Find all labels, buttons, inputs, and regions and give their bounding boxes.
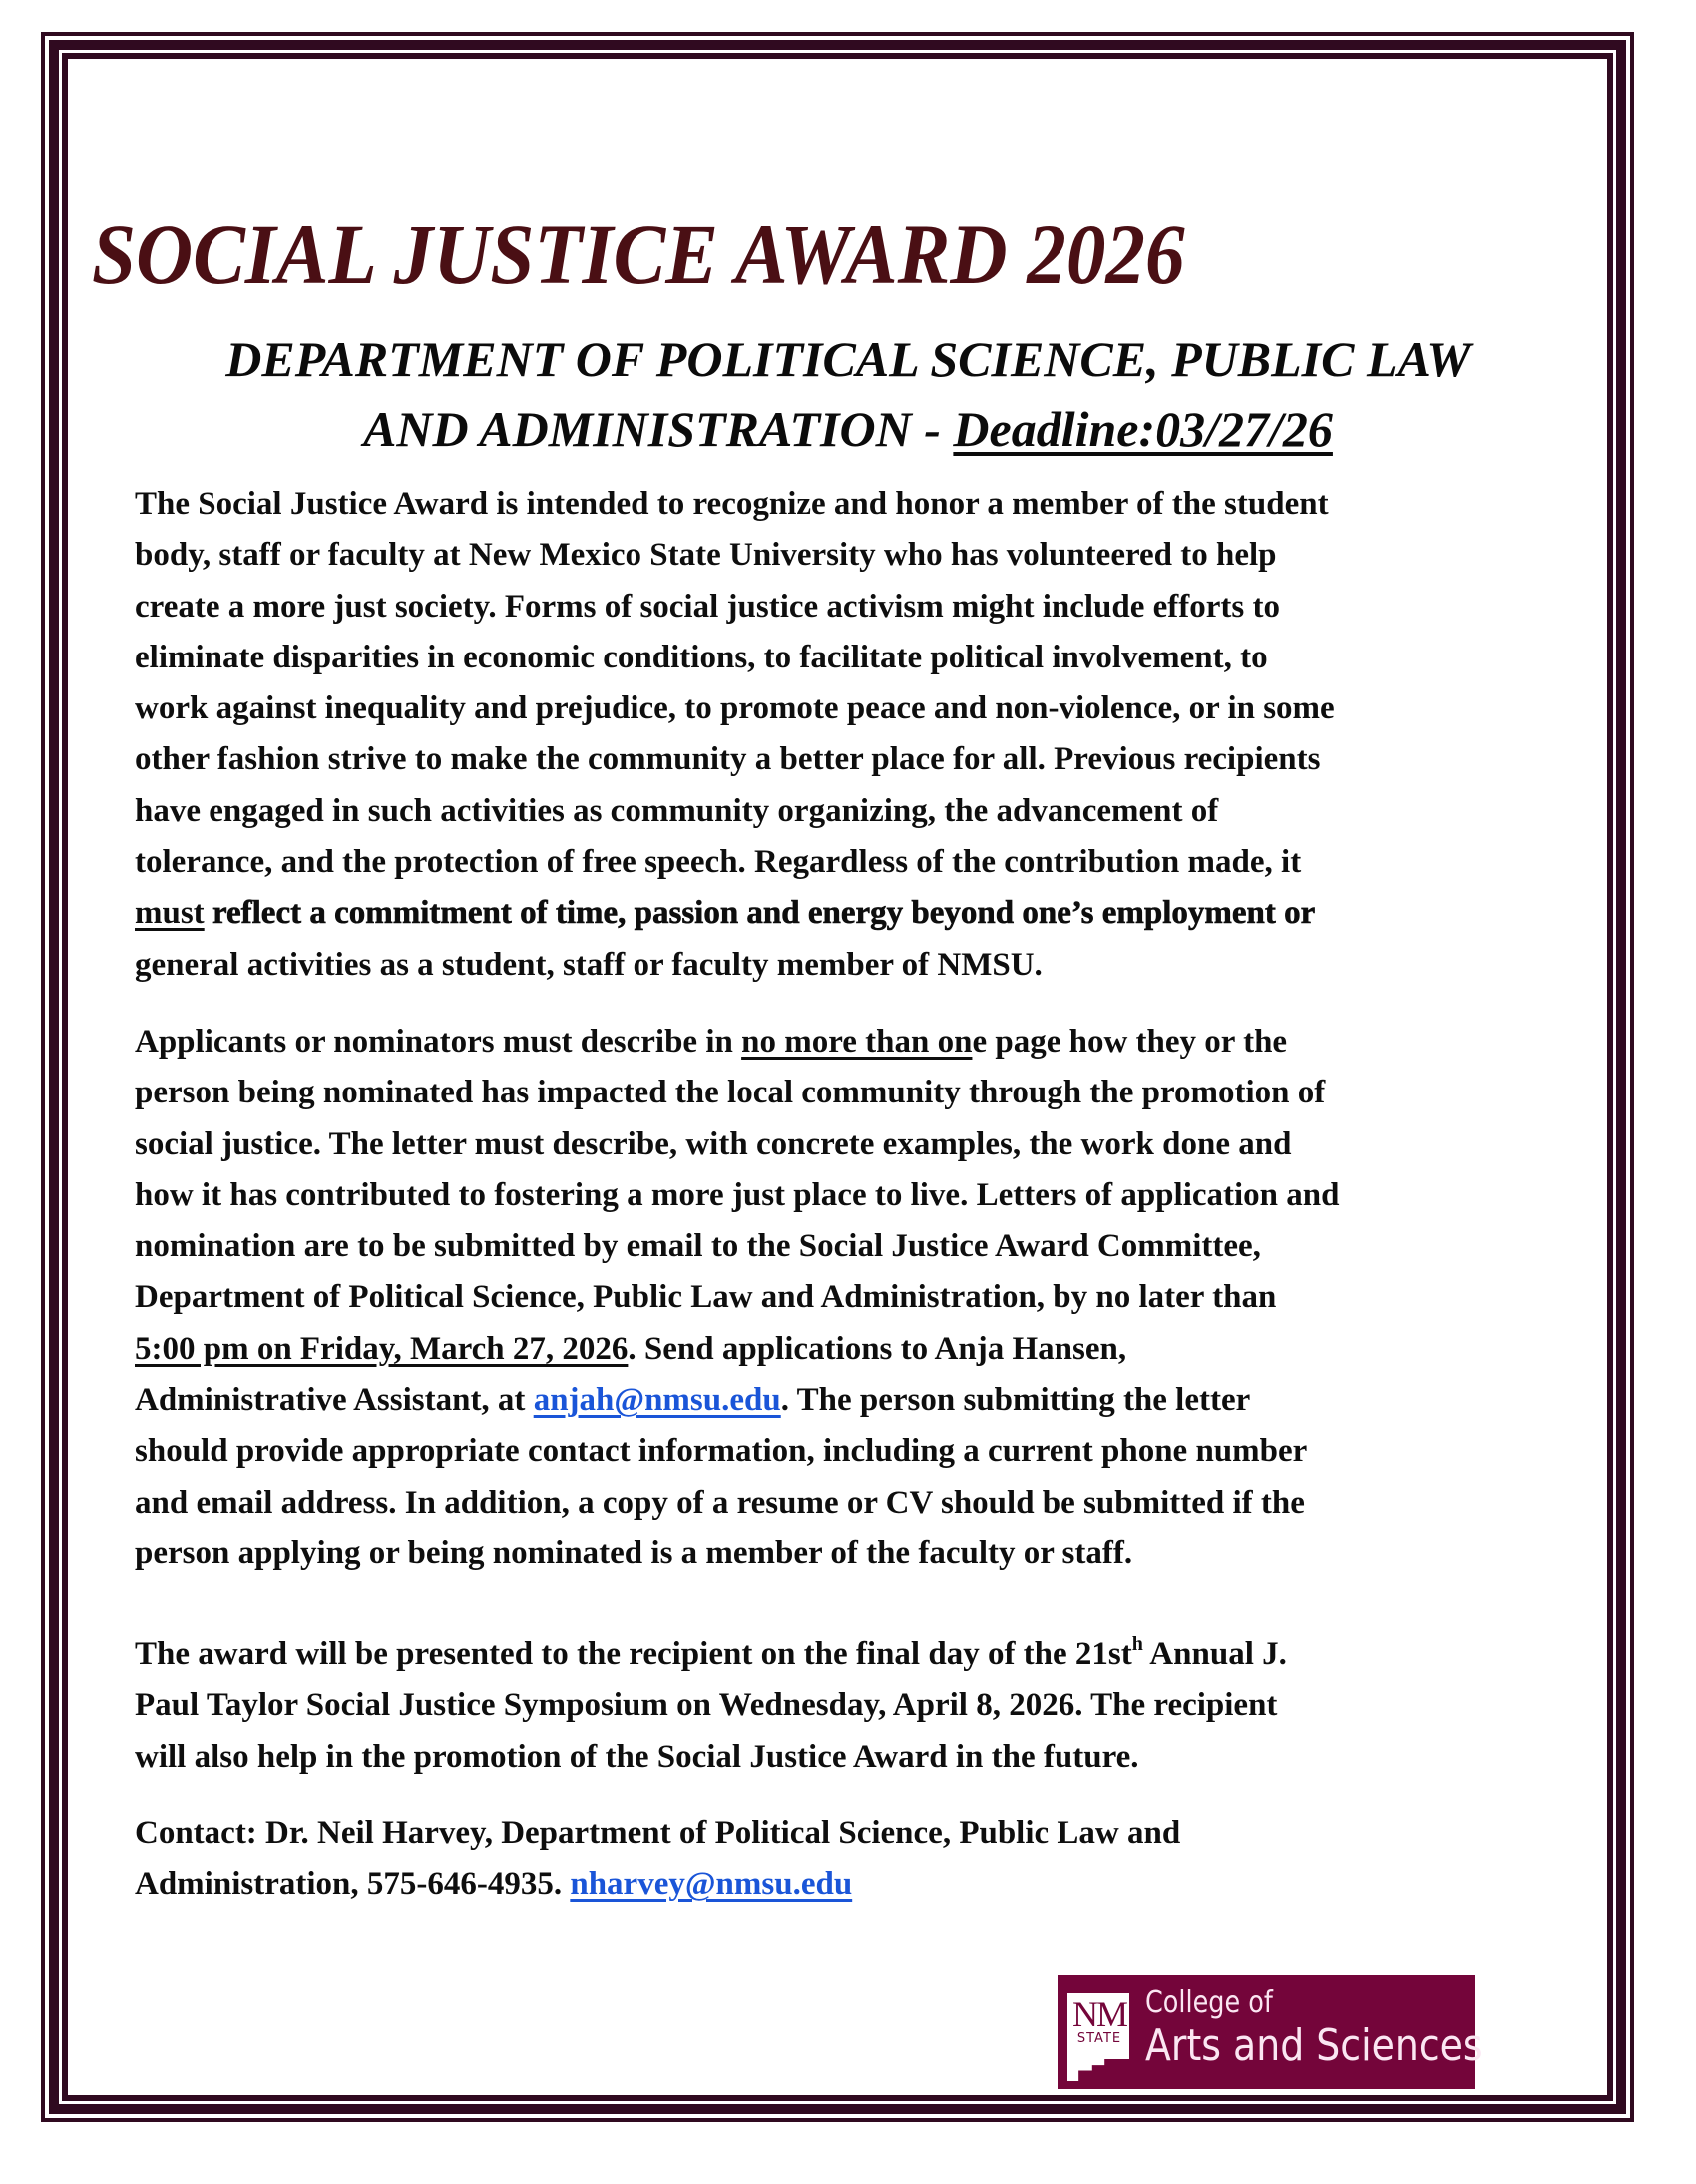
paragraph-line: and email address. In addition, a copy of a resume or CV should be submitted if the [135, 1484, 1305, 1521]
paragraph-line [135, 1629, 1591, 1680]
paragraph-line: work against inequality and prejudice, to promote peace and non-violence, or in some [135, 690, 1335, 727]
paragraph-line: nomination are to be submitted by email to the Social Justice Award Committee, [135, 1228, 1261, 1265]
paragraph-line: social justice. The letter must describe, with concrete examples, the work done and [135, 1125, 1292, 1162]
contact-line [135, 1859, 1591, 1910]
paragraph-line: other fashion strive to make the community a better place for all. Previous recipients [135, 741, 1321, 778]
logo-arts-sciences-text: Arts and Sciences [1145, 2020, 1483, 2071]
department-heading-line1: DEPARTMENT OF POLITICAL SCIENCE, PUBLIC LAW [225, 331, 1471, 387]
logo-state-text: STATE [1076, 2031, 1122, 2046]
paragraph-line [135, 1324, 1591, 1375]
award-description-paragraph [135, 479, 1591, 991]
paragraph-line: will also help in the promotion of the Social Justice Award in the future. [135, 1738, 1139, 1775]
college-logo [1058, 1975, 1483, 2089]
paragraph-line [135, 1017, 1591, 1068]
text-segment: Annual J. [1142, 1636, 1287, 1672]
department-heading-prefix: AND ADMINISTRATION - [363, 401, 954, 457]
deadline-time-emphasis: 5:00 pm on Friday, March 27, 2026 [135, 1330, 629, 1367]
paragraph-line: person being nominated has impacted the local community through the promotion of [135, 1075, 1326, 1111]
paragraph-line [135, 1375, 1591, 1426]
commitment-emphasis: reflect a commitment of time, passion and energy beyond one’s employment or [204, 895, 1316, 932]
paragraph-line: person applying or being nominated is a member of the faculty or staff. [135, 1534, 1133, 1571]
contact-email-link[interactable]: nharvey@nmsu.edu [570, 1866, 853, 1903]
text-segment: The award will be presented to the recipient on the final day of the 21st [135, 1636, 1132, 1672]
text-segment: Administrative Assistant, at [135, 1382, 534, 1419]
paragraph-line: Department of Political Science, Public Law and Administration, by no later than [135, 1279, 1277, 1316]
paragraph-line: Paul Taylor Social Justice Symposium on Wednesday, April 8, 2026. The recipient [135, 1687, 1278, 1724]
text-segment: Applicants or nominators must describe in [135, 1024, 742, 1060]
page-title: SOCIAL JUSTICE AWARD 2026 [92, 207, 1185, 302]
paragraph-line: create a more just society. Forms of social justice activism might include efforts to [135, 588, 1280, 625]
paragraph-line: eliminate disparities in economic conditions, to facilitate political involvement, to [135, 639, 1268, 675]
paragraph-line: body, staff or faculty at New Mexico State University who has volunteered to help [135, 537, 1277, 574]
page-limit-emphasis: no more than on [741, 1024, 973, 1060]
department-heading-line2 [100, 399, 1596, 459]
must-emphasis: must [135, 895, 205, 932]
contact-line: Contact: Dr. Neil Harvey, Department of Political Science, Public Law and [135, 1815, 1181, 1851]
application-instructions-paragraph [135, 1017, 1591, 1579]
paragraph-line: The Social Justice Award is intended to recognize and honor a member of the student [135, 486, 1329, 522]
paragraph-line: have engaged in such activities as community organizing, the advancement of [135, 792, 1219, 829]
paragraph-line: how it has contributed to fostering a more just place to live. Letters of application and [135, 1176, 1340, 1213]
ordinal-superscript: h [1131, 1633, 1143, 1655]
paragraph-line [135, 888, 1591, 939]
text-segment: . Send applications to Anja Hansen, [628, 1330, 1127, 1367]
paragraph-line: tolerance, and the protection of free speech. Regardless of the contribution made, it [135, 844, 1302, 881]
text-segment: Administration, 575-646-4935. [135, 1866, 571, 1903]
contact-paragraph [135, 1808, 1591, 1911]
text-segment: e page how they or the [972, 1024, 1288, 1060]
logo-college-of-text: College of [1145, 1985, 1273, 2020]
logo-nm-text: NM [1071, 1994, 1126, 2034]
award-presentation-paragraph [135, 1629, 1591, 1783]
assistant-email-link[interactable]: anjah@nmsu.edu [533, 1382, 781, 1419]
paragraph-line: general activities as a student, staff or faculty member of NMSU. [135, 946, 1043, 983]
text-segment: . The person submitting the letter [780, 1382, 1251, 1419]
paragraph-line: should provide appropriate contact information, including a current phone number [135, 1433, 1308, 1470]
deadline-label: Deadline:03/27/26 [953, 401, 1333, 457]
